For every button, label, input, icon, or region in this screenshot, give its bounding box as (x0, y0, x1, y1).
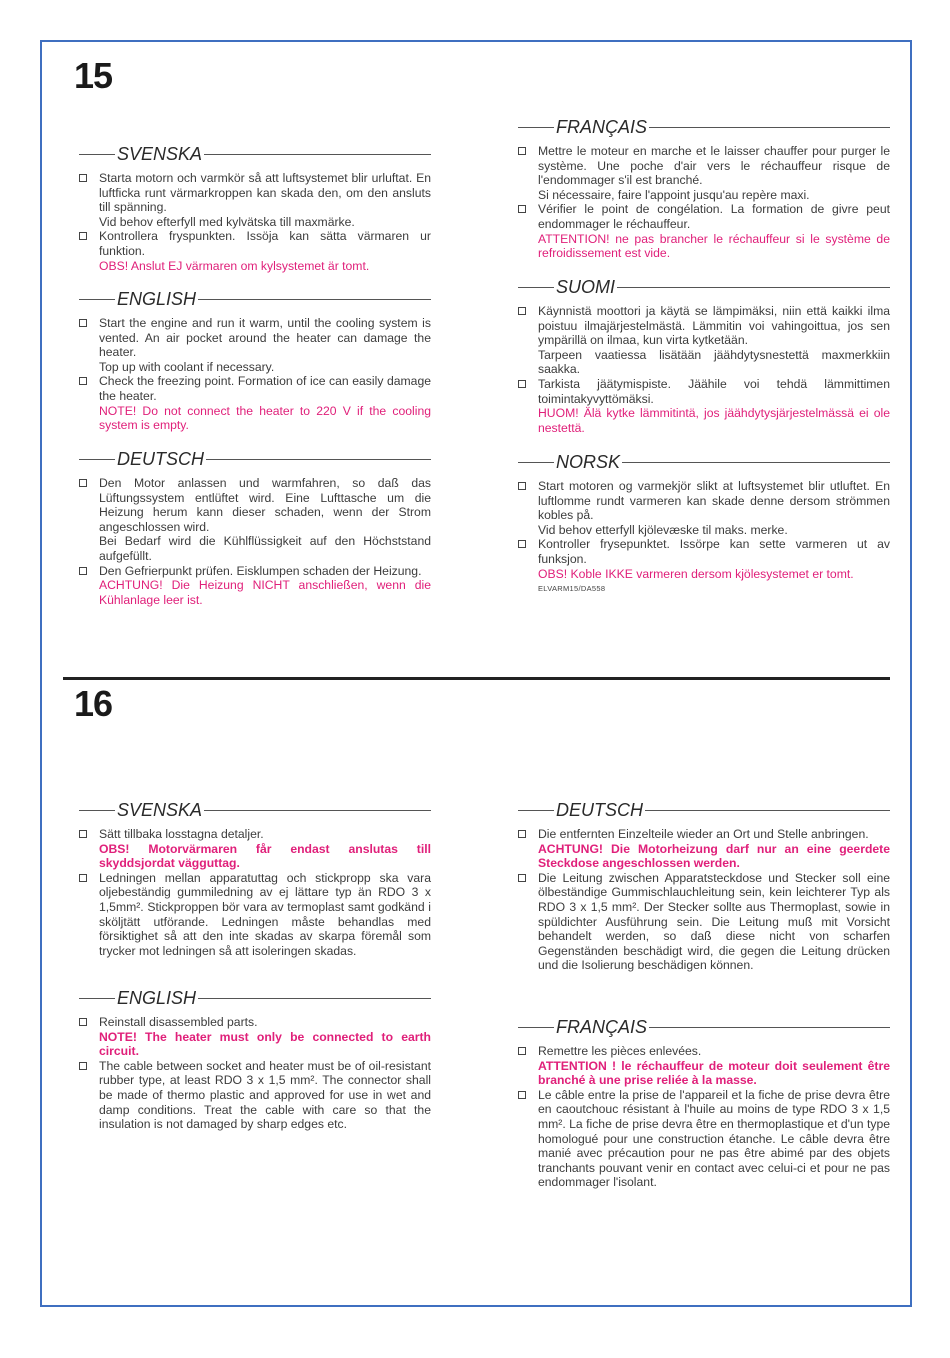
instruction-item (79, 827, 431, 871)
checkbox-icon (518, 1047, 526, 1055)
language-heading-label: SVENSKA (117, 143, 203, 164)
instruction-text: Mettre le moteur en marche et le laisser chauffer pour purger le système. Une poche d'air vers le réchauffeur risque de l'endommager s'il est branché. (538, 144, 890, 188)
heading-rule (79, 154, 115, 155)
instruction-text: Vid behov etterfyll kjölevæske til maks. merke. (538, 522, 788, 537)
language-block-francais (518, 116, 890, 261)
instruction-item (518, 479, 890, 537)
heading-rule (79, 998, 115, 999)
language-block-deutsch (79, 448, 431, 607)
language-block-english (79, 987, 431, 1132)
heading-rule (649, 1027, 890, 1028)
language-block-svenska (79, 143, 431, 273)
instruction-item (518, 1044, 890, 1088)
checkbox-icon (79, 567, 87, 575)
checkbox-icon (518, 482, 526, 490)
language-block-deutsch (518, 799, 890, 973)
instruction-item (79, 564, 431, 608)
warning-text: NOTE! The heater must only be connected to earth circuit. (99, 1029, 431, 1059)
heading-rule (518, 810, 554, 811)
checkbox-icon (518, 1091, 526, 1099)
language-heading-label: NORSK (556, 451, 621, 472)
instruction-item (79, 1015, 431, 1059)
heading-rule (518, 1027, 554, 1028)
instruction-text: Starta motorn och varmkör så att luftsystemet blir urluftat. En luftficka runt värmarkroppen kan skada den, om den ansluts till spänning. (99, 171, 431, 215)
language-block-norsk (518, 451, 890, 593)
instruction-item (79, 316, 431, 374)
instruction-text: Check the freezing point. Formation of ice can easily damage the heater. (99, 374, 431, 403)
instruction-text: Ledningen mellan apparatuttag och stickpropp ska vara oljebeständig gummiledning av ej lättare typ än RDO 3 x 1,5mm². Stickproppen bör vara av termoplast samt godkänd i sköljtätt utförande. Ledningen måste behandlas med försiktighet så att den inte skadas av skarpa föremål som trycker mot ledningen så att isoleringen skadas. (99, 870, 431, 958)
language-block-francais (518, 1016, 890, 1190)
language-heading (79, 288, 431, 310)
checkbox-icon (79, 1018, 87, 1026)
instruction-text: Kontrollera fryspunkten. Issöja kan sätta värmaren ur funktion. (99, 229, 431, 258)
checkbox-icon (79, 479, 87, 487)
heading-rule (622, 462, 890, 463)
checkbox-icon (518, 205, 526, 213)
language-heading (518, 1016, 890, 1038)
instruction-text: Tarpeen vaatiessa lisätään jäähdytysnestettä maxmerkkiin saakka. (538, 347, 890, 377)
language-block-suomi (518, 276, 890, 435)
language-heading-label: ENGLISH (117, 987, 197, 1008)
instruction-item (518, 304, 890, 377)
language-heading-label: DEUTSCH (556, 799, 644, 820)
warning-text: ACHTUNG! Die Heizung NICHT anschließen, wenn die Kühlanlage leer ist. (99, 578, 431, 607)
language-heading (79, 799, 431, 821)
language-heading (79, 448, 431, 470)
instruction-text: Sätt tillbaka losstagna detaljer. (99, 827, 264, 841)
checkbox-icon (79, 232, 87, 240)
heading-rule (79, 810, 115, 811)
warning-text: OBS! Koble IKKE varmeren dersom kjölesystemet er tomt. (538, 566, 854, 581)
language-heading (518, 116, 890, 138)
checkbox-icon (79, 377, 87, 385)
warning-text: OBS! Anslut EJ värmaren om kylsystemet är tomt. (99, 258, 370, 273)
instruction-item (518, 377, 890, 435)
section-number-15: 15 (74, 55, 113, 96)
document-reference: ELVARM15/DA558 (538, 584, 606, 594)
warning-text: NOTE! Do not connect the heater to 220 V if the cooling system is empty. (99, 403, 431, 433)
instruction-text: Bei Bedarf wird die Kühlflüssigkeit auf den Höchststand aufgefüllt. (99, 534, 431, 563)
language-heading-label: SVENSKA (117, 799, 203, 820)
instruction-text: Den Motor anlassen und warmfahren, so daß das Lüftungssystem entlüftet wird. Eine Lufttasche um die Heizung herum kann dieser schaden, wenn der Strom angeschlossen wird. (99, 476, 431, 534)
heading-rule (617, 287, 890, 288)
instruction-text: Tarkista jäätymispiste. Jäähile voi tehdä lämmittimen toimintakyvyttömäksi. (538, 376, 890, 406)
heading-rule (518, 127, 554, 128)
instruction-text: Le câble entre la prise de l'appareil et la fiche de prise devra être en caoutchouc résistant à l'huile au moins de type RDO 3 x 1,5 mm². La fiche de prise devra être en thermoplastique et d'un type homologué pour une construction étanche. Le câble devra être manié avec précaution pour ne pas être abimé par des objets tranchants pouvant venir en contact avec celui-ci et pour ne pas endommager l'isolant. (538, 1087, 890, 1190)
checkbox-icon (79, 830, 87, 838)
heading-rule (204, 810, 431, 811)
language-heading (79, 987, 431, 1009)
heading-rule (79, 299, 115, 300)
warning-text: ATTENTION ! le réchauffeur de moteur doit seulement être branché à une prise reliée à la masse. (538, 1058, 890, 1088)
section-divider (63, 677, 890, 680)
instruction-item (518, 202, 890, 260)
heading-rule (518, 287, 554, 288)
instruction-text: Kontroller frysepunktet. Issörpe kan sette varmeren ut av funksjon. (538, 537, 890, 566)
checkbox-icon (79, 874, 87, 882)
language-heading (79, 143, 431, 165)
instruction-text: Die Leitung zwischen Apparatsteckdose und Stecker soll eine ölbeständige Gummischlauchleitung sein, kein leichterer Typ als RDO 3 x 1,5 mm². Der Stecker sollte aus Thermoplast, sowie in spüldichter Ausführung sein. Die Leitung muß mit Vorsicht behandelt werden, so daß diese nicht von scharfen Gegenständen beschädigt wird, die gegen die Leitung drücken und die Isolierung beschädigen können. (538, 870, 890, 973)
warning-text: OBS! Motorvärmaren får endast anslutas till skyddsjordat vägguttag. (99, 841, 431, 871)
instruction-item (79, 1059, 431, 1132)
warning-text: ACHTUNG! Die Motorheizung darf nur an eine geerdete Steckdose angeschlossen werden. (538, 841, 890, 871)
instruction-text: Remettre les pièces enlevées. (538, 1044, 702, 1058)
instruction-item (518, 1088, 890, 1190)
checkbox-icon (518, 874, 526, 882)
instruction-item (518, 144, 890, 202)
instruction-text: Reinstall disassembled parts. (99, 1015, 258, 1029)
instruction-item (79, 171, 431, 229)
checkbox-icon (518, 147, 526, 155)
language-heading-label: SUOMI (556, 276, 616, 297)
instruction-text: Si nécessaire, faire l'appoint jusqu'au repère maxi. (538, 187, 810, 202)
section-number-16: 16 (74, 683, 113, 724)
warning-text: HUOM! Älä kytke lämmitintä, jos jäähdytysjärjestelmässä ei ole nestettä. (538, 406, 890, 435)
instruction-text: The cable between socket and heater must be of oil-resistant rubber type, at least RDO 3 x 1,5 mm². The connector shall be made of thermo plastic and approved for use in wet and damp conditions. Treat the cable with care so that the insulation is not damaged by sharp edges etc. (99, 1058, 431, 1132)
instruction-item (79, 871, 431, 959)
instruction-text: Den Gefrierpunkt prüfen. Eisklumpen schaden der Heizung. (99, 563, 422, 578)
language-block-svenska (79, 799, 431, 958)
checkbox-icon (79, 1062, 87, 1070)
checkbox-icon (79, 174, 87, 182)
language-heading-label: FRANÇAIS (556, 1016, 648, 1037)
instruction-item (518, 827, 890, 871)
heading-rule (645, 810, 890, 811)
instruction-item (79, 229, 431, 273)
heading-rule (79, 459, 115, 460)
language-heading-label: ENGLISH (117, 288, 197, 309)
language-heading (518, 451, 890, 473)
heading-rule (198, 299, 431, 300)
language-heading-label: DEUTSCH (117, 448, 205, 469)
checkbox-icon (518, 307, 526, 315)
instruction-item (79, 374, 431, 432)
instruction-text: Start motoren og varmekjör slikt at luftsystemet blir utluftet. En luftlomme rundt varmeren kan skade denne dersom strömmen kobles på. (538, 479, 890, 523)
checkbox-icon (518, 540, 526, 548)
heading-rule (649, 127, 890, 128)
instruction-item (518, 871, 890, 973)
instruction-text: Start the engine and run it warm, until the cooling system is vented. An air pocket around the heater can damage the heater. (99, 316, 431, 360)
instruction-text: Vérifier le point de congélation. La formation de givre peut endommager le réchauffeur. (538, 202, 890, 231)
heading-rule (518, 462, 554, 463)
instruction-text: Die entfernten Einzelteile wieder an Ort und Stelle anbringen. (538, 827, 869, 841)
heading-rule (206, 459, 431, 460)
language-heading (518, 276, 890, 298)
heading-rule (204, 154, 431, 155)
instruction-text: Vid behov efterfyll med kylvätska till maxmärke. (99, 214, 355, 229)
instruction-item (518, 537, 890, 581)
checkbox-icon (518, 380, 526, 388)
language-block-english (79, 288, 431, 433)
language-heading-label: FRANÇAIS (556, 116, 648, 137)
warning-text: ATTENTION! ne pas brancher le réchauffeur si le système de refroidissement est vide. (538, 231, 890, 261)
heading-rule (198, 998, 431, 999)
language-heading (518, 799, 890, 821)
instruction-text: Käynnistä moottori ja käytä se lämpimäksi, niin että kaikki ilma poistuu ilmajärjestelmästä. Lämmitin voi vahingoittua, jos sen ympärillä on ilmaa, kun virta kytketään. (538, 304, 890, 348)
instruction-text: Top up with coolant if necessary. (99, 359, 275, 374)
checkbox-icon (518, 830, 526, 838)
instruction-item (79, 476, 431, 564)
checkbox-icon (79, 319, 87, 327)
